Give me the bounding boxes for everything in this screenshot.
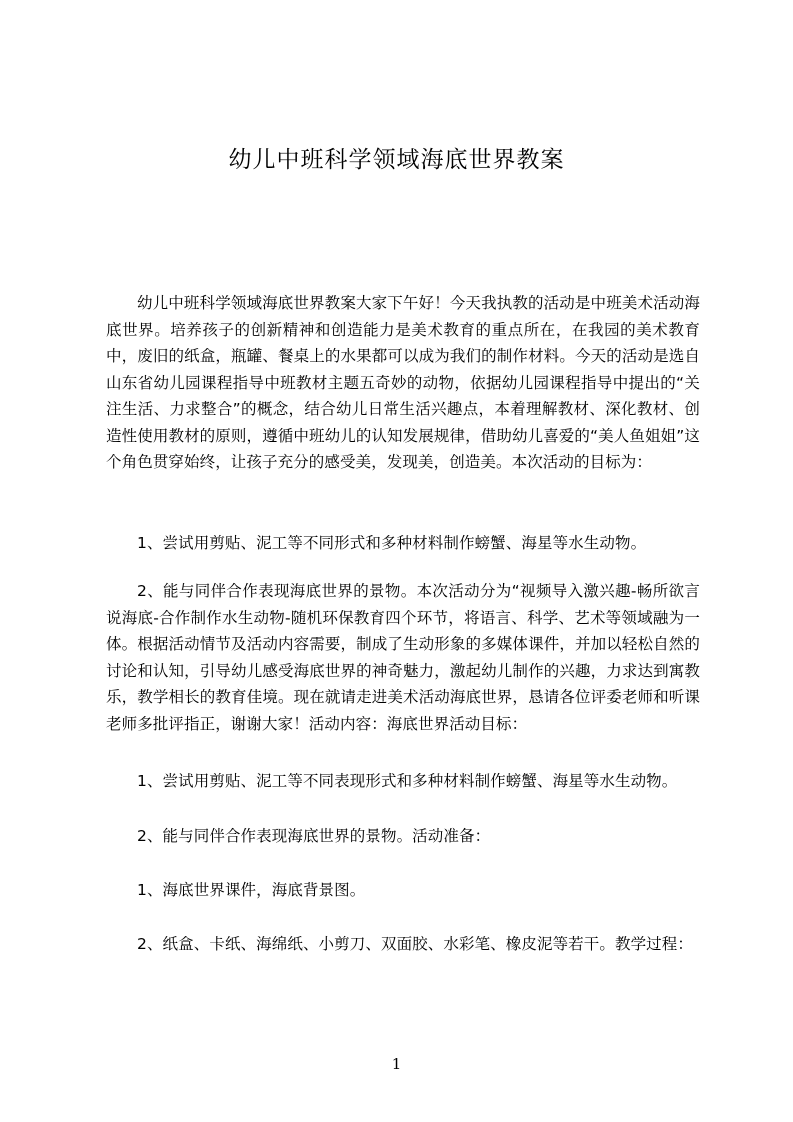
- page-title: 幼儿中班科学领域海底世界教案: [228, 147, 565, 173]
- page-number: 1: [391, 1055, 402, 1073]
- paragraph-preparation-1: 1、海底世界课件，海底背景图。: [137, 881, 366, 899]
- paragraph-intro: 幼儿中班科学领域海底世界教案大家下午好！今天我执教的活动是中班美术活动海底世界。培养孩子的创新精神和创造能力是美术教育的重点所在，在我园的美术教育中，废旧的纸盒，瓶罐、餐桌上的水果都可以成为我们的制作材料。今天的活动是选自山东省幼儿园课程指导中班教材主题五奇妙的动物，依据幼儿园课程指导中提出的“关注生活、力求整合”的概念，结合幼儿日常生活兴趣点，本着理解教材、深化教材、创造性使用教材的原则，遵循中班幼儿的认知发展规律，借助幼儿喜爱的“美人鱼姐姐”这个角色贯穿始终，让孩子充分的感受美，发现美，创造美。本次活动的目标为：: [106, 294, 700, 471]
- paragraph-objective-1: 1、尝试用剪贴、泥工等不同表现形式和多种材料制作螃蟹、海星等水生动物。: [137, 772, 678, 790]
- paragraph-objective-2: 2、能与同伴合作表现海底世界的景物。活动准备：: [137, 827, 491, 845]
- paragraph-goal-2: 2、能与同伴合作表现海底世界的景物。本次活动分为“视频导入激兴趣-畅所欲言说海底-合作制作水生动物-随机环保教育四个环节，将语言、科学、艺术等领域融为一体。根据活动情节及活动内容需要，制成了生动形象的多媒体课件，并加以轻松自然的讨论和认知，引导幼儿感受海底世界的神奇魅力，激起幼儿制作的兴趣，力求达到寓教乐，教学相长的教育佳境。现在就请走进美术活动海底世界，恳请各位评委老师和听课老师多批评指正，谢谢大家！活动内容：海底世界活动目标：: [106, 582, 700, 733]
- paragraph-preparation-2: 2、纸盒、卡纸、海绵纸、小剪刀、双面胶、水彩笔、橡皮泥等若干。教学过程：: [137, 935, 693, 953]
- paragraph-goal-1: 1、尝试用剪贴、泥工等不同形式和多种材料制作螃蟹、海星等水生动物。: [137, 534, 647, 552]
